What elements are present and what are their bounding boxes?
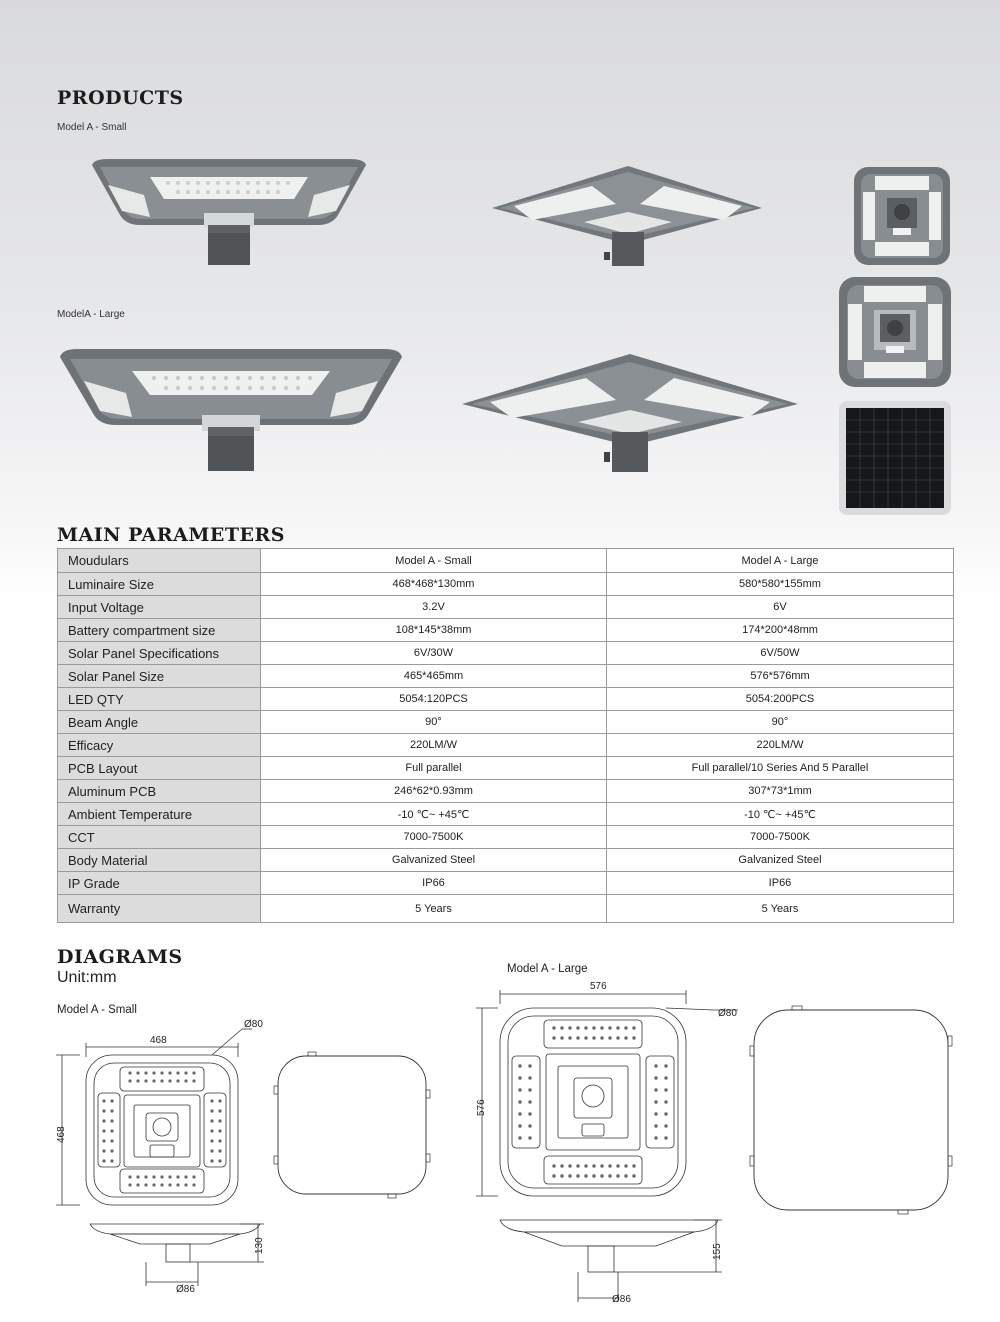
- parameter-row: [58, 895, 954, 923]
- parameter-row: [58, 549, 954, 573]
- parameter-row: [58, 573, 954, 596]
- parameter-value-small: 468*468*130mm: [261, 573, 607, 596]
- large-side-view-drawing: [496, 1214, 736, 1314]
- parameter-row: [58, 619, 954, 642]
- small-lamp-angle-image: [488, 160, 766, 270]
- parameter-value-large: Full parallel/10 Series And 5 Parallel: [607, 757, 954, 780]
- parameter-row: [58, 596, 954, 619]
- large-side-height-dim: 155: [712, 1243, 723, 1260]
- parameter-value-small: 5 Years: [261, 895, 607, 923]
- solar-panel-thumbnail: [838, 400, 952, 516]
- parameter-label: Luminaire Size: [58, 573, 261, 596]
- small-top-view-drawing: [52, 1015, 263, 1215]
- parameter-label: Moudulars: [58, 549, 261, 573]
- parameter-label: Beam Angle: [58, 711, 261, 734]
- parameter-value-large: -10 ℃~ +45℃: [607, 803, 954, 826]
- parameter-label: Ambient Temperature: [58, 803, 261, 826]
- parameter-value-small: 220LM/W: [261, 734, 607, 757]
- parameter-row: [58, 803, 954, 826]
- parameter-row: [58, 757, 954, 780]
- parameter-row: [58, 780, 954, 803]
- parameter-value-large: IP66: [607, 872, 954, 895]
- parameter-value-small: -10 ℃~ +45℃: [261, 803, 607, 826]
- parameter-row: [58, 826, 954, 849]
- parameter-row: [58, 711, 954, 734]
- small-width-dim: 468: [150, 1035, 167, 1046]
- large-base-dim: Ø86: [612, 1294, 631, 1305]
- large-height-dim: 576: [476, 1099, 487, 1116]
- parameter-label: Input Voltage: [58, 596, 261, 619]
- diagram-small-label: Model A - Small: [57, 1004, 137, 1016]
- parameter-label: PCB Layout: [58, 757, 261, 780]
- large-lamp-front-image: [58, 345, 404, 475]
- parameter-value-small: 7000-7500K: [261, 826, 607, 849]
- parameter-value-small: 108*145*38mm: [261, 619, 607, 642]
- parameter-row: [58, 849, 954, 872]
- parameter-row: [58, 642, 954, 665]
- parameter-label: Efficacy: [58, 734, 261, 757]
- parameter-value-large: 580*580*155mm: [607, 573, 954, 596]
- parameter-value-large: 220LM/W: [607, 734, 954, 757]
- small-side-view-drawing: [80, 1218, 280, 1298]
- small-pole-dim: Ø80: [244, 1019, 263, 1030]
- parameter-value-large: Model A - Large: [607, 549, 954, 573]
- unit-label: Unit:mm: [57, 969, 117, 986]
- parameter-label: Body Material: [58, 849, 261, 872]
- products-title: PRODUCTS: [57, 87, 184, 109]
- parameter-label: Solar Panel Size: [58, 665, 261, 688]
- small-lamp-front-image: [88, 155, 370, 270]
- parameter-row: [58, 734, 954, 757]
- parameter-row: [58, 688, 954, 711]
- model-large-caption: ModelA - Large: [57, 309, 125, 320]
- parameter-value-small: Galvanized Steel: [261, 849, 607, 872]
- large-lamp-angle-image: [460, 350, 800, 475]
- parameter-value-small: Full parallel: [261, 757, 607, 780]
- parameter-value-large: 307*73*1mm: [607, 780, 954, 803]
- parameter-value-large: 5 Years: [607, 895, 954, 923]
- large-solar-panel-outline: [748, 1006, 954, 1214]
- parameter-value-small: Model A - Small: [261, 549, 607, 573]
- parameter-label: CCT: [58, 826, 261, 849]
- main-parameters-title: MAIN PARAMETERS: [57, 524, 285, 546]
- parameter-value-large: 90°: [607, 711, 954, 734]
- parameter-value-small: 3.2V: [261, 596, 607, 619]
- large-top-view-drawing: [470, 978, 760, 1210]
- small-lamp-bottom-thumbnail: [853, 166, 951, 266]
- large-lamp-bottom-thumbnail: [838, 276, 952, 388]
- parameter-label: LED QTY: [58, 688, 261, 711]
- parameter-row: [58, 665, 954, 688]
- large-width-dim: 576: [590, 981, 607, 992]
- parameter-value-large: Galvanized Steel: [607, 849, 954, 872]
- diagrams-title: DIAGRAMS: [57, 946, 183, 968]
- parameter-value-large: 576*576mm: [607, 665, 954, 688]
- parameter-value-small: 5054:120PCS: [261, 688, 607, 711]
- parameter-value-small: 6V/30W: [261, 642, 607, 665]
- parameter-value-small: IP66: [261, 872, 607, 895]
- parameter-label: Battery compartment size: [58, 619, 261, 642]
- small-side-height-dim: 130: [254, 1237, 265, 1254]
- model-small-caption: Model A - Small: [57, 122, 127, 133]
- parameter-label: IP Grade: [58, 872, 261, 895]
- parameter-value-large: 5054:200PCS: [607, 688, 954, 711]
- parameter-value-large: 6V: [607, 596, 954, 619]
- parameters-table: [57, 548, 954, 923]
- parameter-value-small: 246*62*0.93mm: [261, 780, 607, 803]
- parameter-value-small: 465*465mm: [261, 665, 607, 688]
- small-base-dim: Ø86: [176, 1284, 195, 1295]
- parameter-value-large: 7000-7500K: [607, 826, 954, 849]
- parameters-table-body: [58, 549, 954, 923]
- small-solar-panel-outline: [270, 1050, 434, 1200]
- small-height-dim: 468: [56, 1126, 67, 1143]
- parameter-value-large: 174*200*48mm: [607, 619, 954, 642]
- large-pole-dim: Ø80: [718, 1008, 737, 1019]
- parameter-row: [58, 872, 954, 895]
- parameter-value-large: 6V/50W: [607, 642, 954, 665]
- parameter-value-small: 90°: [261, 711, 607, 734]
- parameter-label: Aluminum PCB: [58, 780, 261, 803]
- parameter-label: Warranty: [58, 895, 261, 923]
- diagram-large-label: Model A - Large: [507, 963, 588, 975]
- parameter-label: Solar Panel Specifications: [58, 642, 261, 665]
